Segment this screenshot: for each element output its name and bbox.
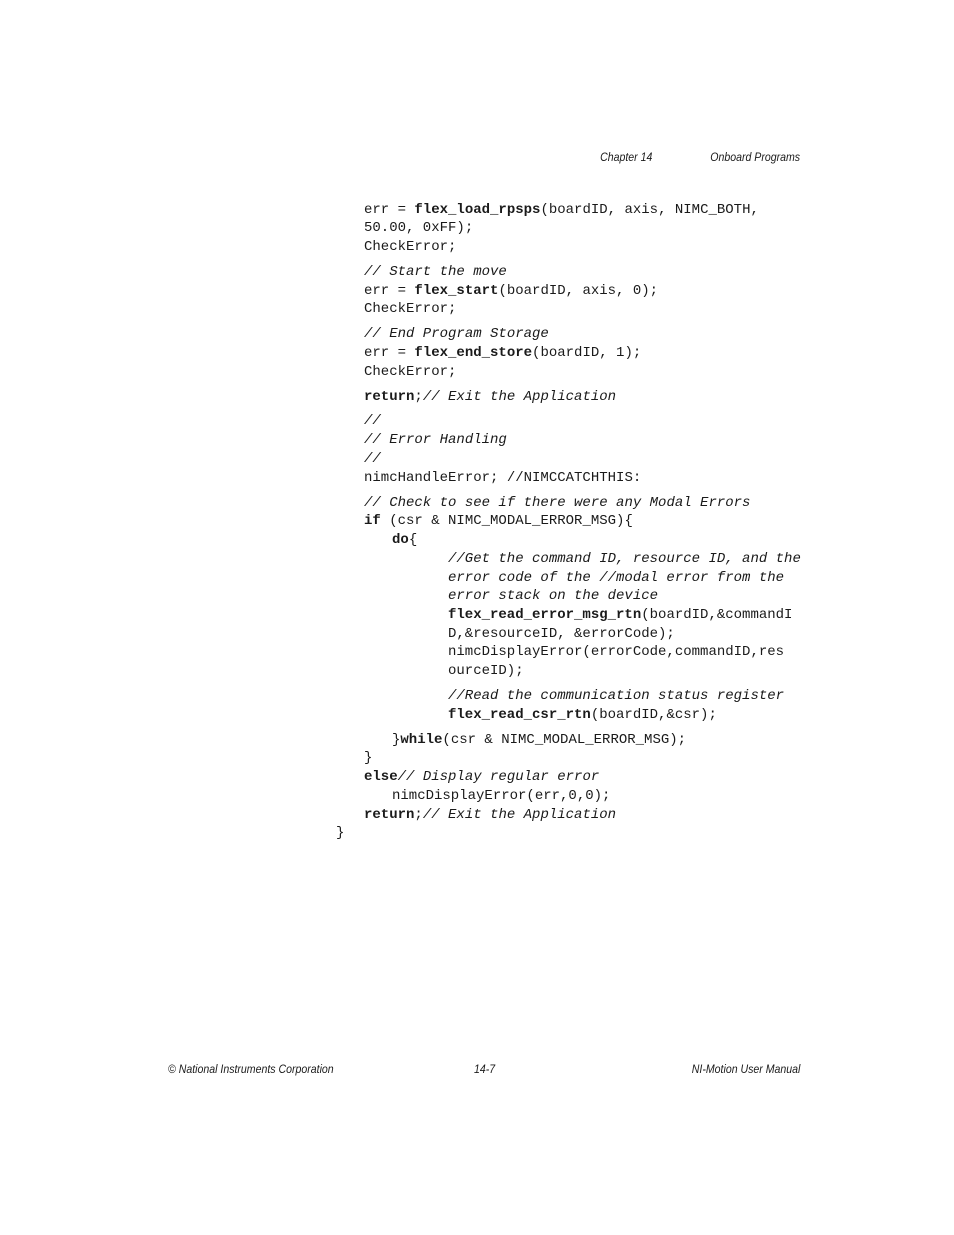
code-comment bbox=[364, 325, 549, 343]
comment-text: // Exit the Application bbox=[422, 389, 617, 405]
code-line: nimcDisplayError(err,0,0); bbox=[392, 788, 611, 804]
comment-text: // bbox=[364, 451, 381, 467]
code-text: err = bbox=[364, 345, 415, 361]
code-line: CheckError; bbox=[364, 239, 457, 255]
function-name: flex_read_csr_rtn bbox=[448, 707, 591, 723]
code-line bbox=[364, 282, 658, 300]
code-text: } bbox=[392, 732, 401, 748]
code-text: (boardID,&csr); bbox=[590, 707, 717, 723]
code-line bbox=[364, 344, 641, 362]
code-line: 50.00, 0xFF); bbox=[364, 220, 474, 236]
code-line bbox=[364, 806, 616, 824]
comment-text: //Get the command ID, resource ID, and the bbox=[448, 551, 801, 567]
code-comment bbox=[364, 431, 507, 449]
code-line: CheckError; bbox=[364, 364, 457, 380]
function-name: flex_start bbox=[414, 283, 499, 299]
footer-page-number: 14-7 bbox=[474, 1062, 496, 1076]
running-header-section: Onboard Programs bbox=[710, 150, 800, 164]
comment-text: // Check to see if there were any Modal Errors bbox=[364, 495, 751, 511]
comment-text: // Error Handling bbox=[364, 432, 507, 448]
code-line bbox=[364, 201, 759, 219]
keyword: return bbox=[364, 389, 415, 405]
comment-text: // bbox=[364, 413, 381, 429]
code-line bbox=[364, 512, 633, 530]
keyword: if bbox=[364, 513, 381, 529]
code-line: } bbox=[336, 825, 345, 841]
code-line: } bbox=[364, 750, 373, 766]
code-comment bbox=[448, 550, 801, 568]
code-line: CheckError; bbox=[364, 301, 457, 317]
code-text: err = bbox=[364, 202, 415, 218]
code-text: ; bbox=[414, 807, 423, 823]
function-name: flex_end_store bbox=[414, 345, 533, 361]
code-line bbox=[364, 388, 616, 406]
code-text: (boardID, axis, 0); bbox=[498, 283, 659, 299]
code-line: nimcDisplayError(errorCode,commandID,res bbox=[448, 644, 785, 660]
code-line bbox=[448, 606, 792, 624]
comment-text: // End Program Storage bbox=[364, 326, 549, 342]
keyword: do bbox=[392, 532, 409, 548]
code-line: D,&resourceID, &errorCode); bbox=[448, 626, 675, 642]
code-text: (boardID, 1); bbox=[532, 345, 642, 361]
code-text: { bbox=[408, 532, 418, 548]
code-comment bbox=[448, 587, 658, 605]
code-text: (csr & NIMC_MODAL_ERROR_MSG); bbox=[442, 732, 687, 748]
keyword: else bbox=[364, 769, 398, 785]
code-comment bbox=[448, 687, 784, 705]
footer-manual-title: NI-Motion User Manual bbox=[691, 1062, 800, 1076]
code-text: (boardID,&commandI bbox=[641, 607, 793, 623]
code-line bbox=[448, 706, 717, 724]
code-line bbox=[392, 531, 417, 549]
code-line: nimcHandleError; //NIMCCATCHTHIS: bbox=[364, 470, 642, 486]
code-comment bbox=[364, 412, 381, 430]
code-comment bbox=[364, 494, 750, 512]
keyword: while bbox=[400, 732, 443, 748]
comment-text: // Exit the Application bbox=[422, 807, 617, 823]
code-text: (csr & NIMC_MODAL_ERROR_MSG){ bbox=[380, 513, 633, 529]
code-line bbox=[392, 731, 686, 749]
running-header-chapter: Chapter 14 bbox=[599, 150, 652, 164]
footer-copyright: © National Instruments Corporation bbox=[168, 1062, 334, 1076]
code-line bbox=[364, 768, 599, 786]
code-text: ; bbox=[414, 389, 423, 405]
comment-text: //Read the communication status register bbox=[448, 688, 785, 704]
code-comment bbox=[364, 450, 381, 468]
comment-text: error code of the //modal error from the bbox=[448, 570, 785, 586]
comment-text: error stack on the device bbox=[448, 588, 659, 604]
code-text: (boardID, axis, NIMC_BOTH, bbox=[540, 202, 759, 218]
code-comment bbox=[364, 263, 507, 281]
function-name: flex_read_error_msg_rtn bbox=[448, 607, 642, 623]
function-name: flex_load_rpsps bbox=[414, 202, 541, 218]
code-comment bbox=[448, 569, 784, 587]
comment-text: // Start the move bbox=[364, 264, 507, 280]
code-line: ourceID); bbox=[448, 663, 524, 679]
code-text: err = bbox=[364, 283, 415, 299]
keyword: return bbox=[364, 807, 415, 823]
comment-text: // Display regular error bbox=[397, 769, 600, 785]
